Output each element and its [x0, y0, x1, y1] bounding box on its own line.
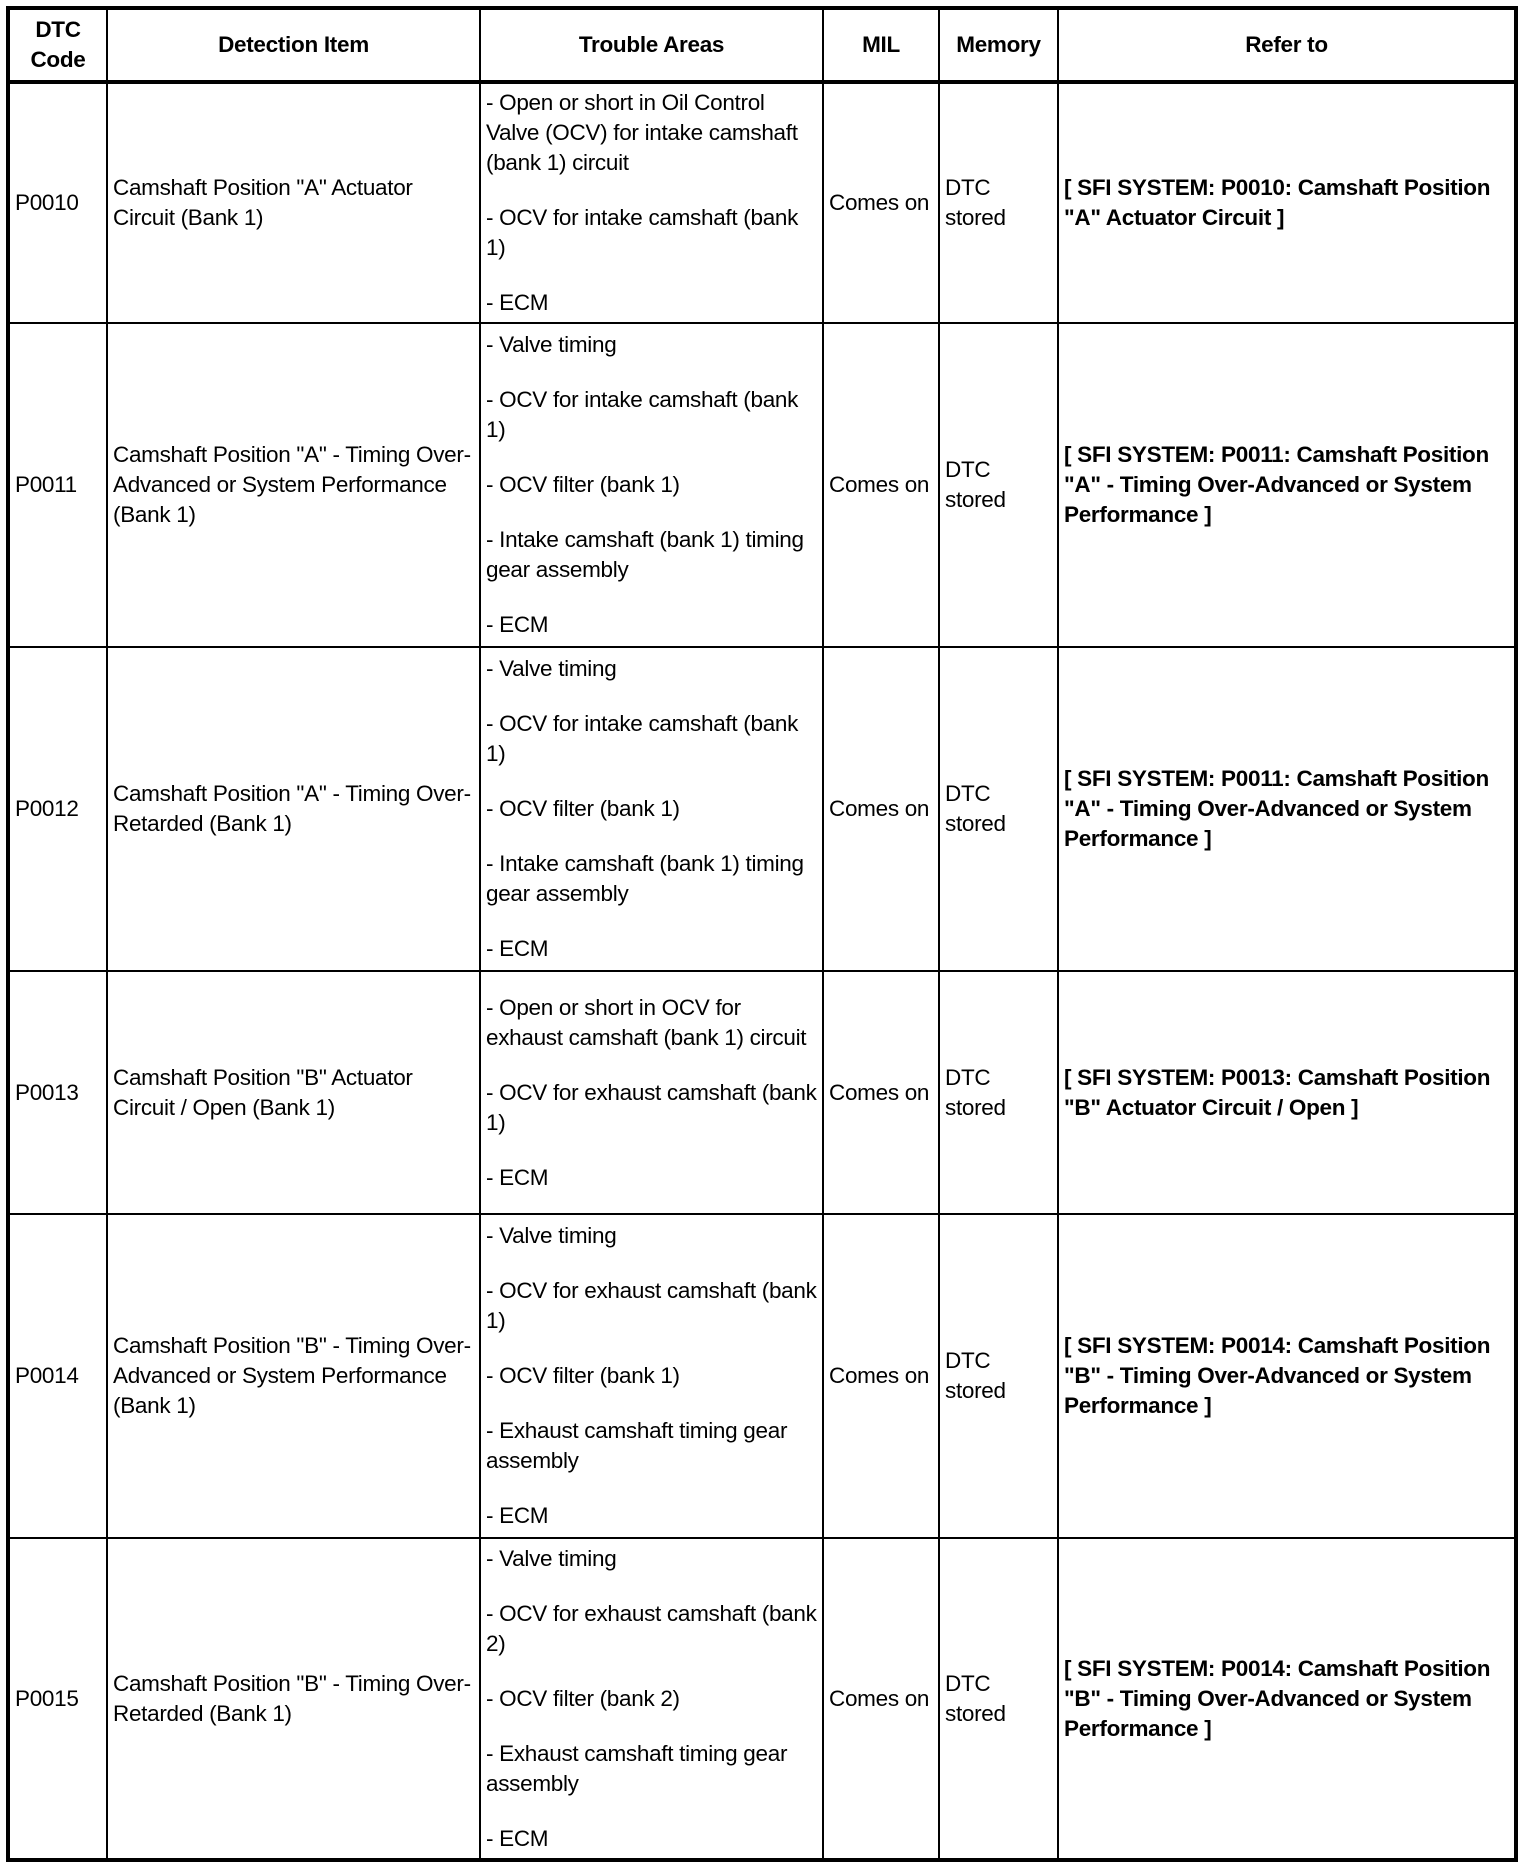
- table-row: [8, 1538, 1516, 1860]
- mil-status: Comes on: [823, 82, 939, 323]
- header-detection-item: Detection Item: [107, 8, 480, 82]
- trouble-areas: [480, 82, 823, 323]
- header-memory: Memory: [939, 8, 1058, 82]
- table-row: [8, 1214, 1516, 1538]
- detection-item: Camshaft Position "A" - Timing Over-Advanced or System Performance (Bank 1): [107, 323, 480, 647]
- dtc-code: P0012: [8, 647, 107, 971]
- trouble-area-item: - Intake camshaft (bank 1) timing gear assembly: [486, 527, 804, 582]
- trouble-area-item: - OCV for intake camshaft (bank 1): [486, 205, 799, 260]
- trouble-area-item: - ECM: [486, 612, 549, 637]
- mil-status: Comes on: [823, 971, 939, 1214]
- memory-status: DTC stored: [939, 323, 1058, 647]
- dtc-table: [6, 6, 1518, 1862]
- detection-item: Camshaft Position "B" Actuator Circuit / Open (Bank 1): [107, 971, 480, 1214]
- trouble-area-item: - ECM: [486, 1825, 549, 1851]
- trouble-area-item: - OCV for exhaust camshaft (bank 1): [486, 1278, 817, 1333]
- dtc-code: P0011: [8, 323, 107, 647]
- header-row: [8, 8, 1516, 82]
- mil-status: Comes on: [823, 323, 939, 647]
- trouble-area-item: - OCV filter (bank 2): [486, 1685, 680, 1711]
- refer-to-link[interactable]: [ SFI SYSTEM: P0014: Camshaft Position "B" - Timing Over-Advanced or System Performance ]: [1058, 1214, 1516, 1538]
- refer-to-link[interactable]: [ SFI SYSTEM: P0011: Camshaft Position "A" - Timing Over-Advanced or System Performance ]: [1058, 323, 1516, 647]
- trouble-area-item: - OCV filter (bank 1): [486, 472, 680, 497]
- trouble-area-item: - Exhaust camshaft timing gear assembly: [486, 1418, 788, 1473]
- trouble-area-item: - Valve timing: [486, 1545, 617, 1571]
- mil-status: Comes on: [823, 1538, 939, 1860]
- refer-to-link[interactable]: [ SFI SYSTEM: P0014: Camshaft Position "B" - Timing Over-Advanced or System Performance ]: [1058, 1538, 1516, 1860]
- trouble-areas: [480, 647, 823, 971]
- refer-to-link[interactable]: [ SFI SYSTEM: P0011: Camshaft Position "A" - Timing Over-Advanced or System Performance ]: [1058, 647, 1516, 971]
- trouble-area-item: - OCV for intake camshaft (bank 1): [486, 387, 799, 442]
- dtc-code: P0010: [8, 82, 107, 323]
- table-row: [8, 647, 1516, 971]
- trouble-area-item: - Exhaust camshaft timing gear assembly: [486, 1740, 788, 1796]
- detection-item: Camshaft Position "A" Actuator Circuit (Bank 1): [107, 82, 480, 323]
- detection-item: Camshaft Position "A" - Timing Over-Retarded (Bank 1): [107, 647, 480, 971]
- trouble-area-item: - ECM: [486, 290, 549, 315]
- detection-item: Camshaft Position "B" - Timing Over-Advanced or System Performance (Bank 1): [107, 1214, 480, 1538]
- trouble-area-item: - Intake camshaft (bank 1) timing gear assembly: [486, 851, 804, 906]
- memory-status: DTC stored: [939, 1214, 1058, 1538]
- mil-status: Comes on: [823, 647, 939, 971]
- trouble-areas: [480, 1538, 823, 1860]
- memory-status: DTC stored: [939, 82, 1058, 323]
- trouble-area-item: - ECM: [486, 936, 549, 961]
- trouble-area-item: - ECM: [486, 1164, 549, 1190]
- table-row: [8, 323, 1516, 647]
- mil-status: Comes on: [823, 1214, 939, 1538]
- trouble-area-item: - Open or short in Oil Control Valve (OCV) for intake camshaft (bank 1) circuit: [486, 90, 798, 175]
- trouble-area-item: - Valve timing: [486, 1223, 617, 1248]
- trouble-area-item: - Valve timing: [486, 656, 617, 681]
- header-refer-to: Refer to: [1058, 8, 1516, 82]
- header-dtc-code: DTC Code: [8, 8, 107, 82]
- header-trouble-areas: Trouble Areas: [480, 8, 823, 82]
- trouble-area-item: - OCV filter (bank 1): [486, 1363, 680, 1388]
- trouble-area-item: - OCV for exhaust camshaft (bank 1): [486, 1079, 817, 1135]
- dtc-code: P0014: [8, 1214, 107, 1538]
- detection-item: Camshaft Position "B" - Timing Over-Retarded (Bank 1): [107, 1538, 480, 1860]
- memory-status: DTC stored: [939, 1538, 1058, 1860]
- trouble-area-item: - OCV for intake camshaft (bank 1): [486, 711, 799, 766]
- trouble-area-item: - Open or short in OCV for exhaust camshaft (bank 1) circuit: [486, 994, 807, 1050]
- refer-to-link[interactable]: [ SFI SYSTEM: P0010: Camshaft Position "A" Actuator Circuit ]: [1058, 82, 1516, 323]
- header-mil: MIL: [823, 8, 939, 82]
- trouble-areas: [480, 971, 823, 1214]
- trouble-area-item: - Valve timing: [486, 332, 617, 357]
- table-row: [8, 971, 1516, 1214]
- dtc-code: P0013: [8, 971, 107, 1214]
- trouble-areas: [480, 1214, 823, 1538]
- trouble-areas: [480, 323, 823, 647]
- memory-status: DTC stored: [939, 647, 1058, 971]
- memory-status: DTC stored: [939, 971, 1058, 1214]
- dtc-code: P0015: [8, 1538, 107, 1860]
- trouble-area-item: - OCV for exhaust camshaft (bank 2): [486, 1600, 817, 1656]
- trouble-area-item: - OCV filter (bank 1): [486, 796, 680, 821]
- trouble-area-item: - ECM: [486, 1503, 549, 1528]
- refer-to-link[interactable]: [ SFI SYSTEM: P0013: Camshaft Position "B" Actuator Circuit / Open ]: [1058, 971, 1516, 1214]
- table-row: [8, 82, 1516, 323]
